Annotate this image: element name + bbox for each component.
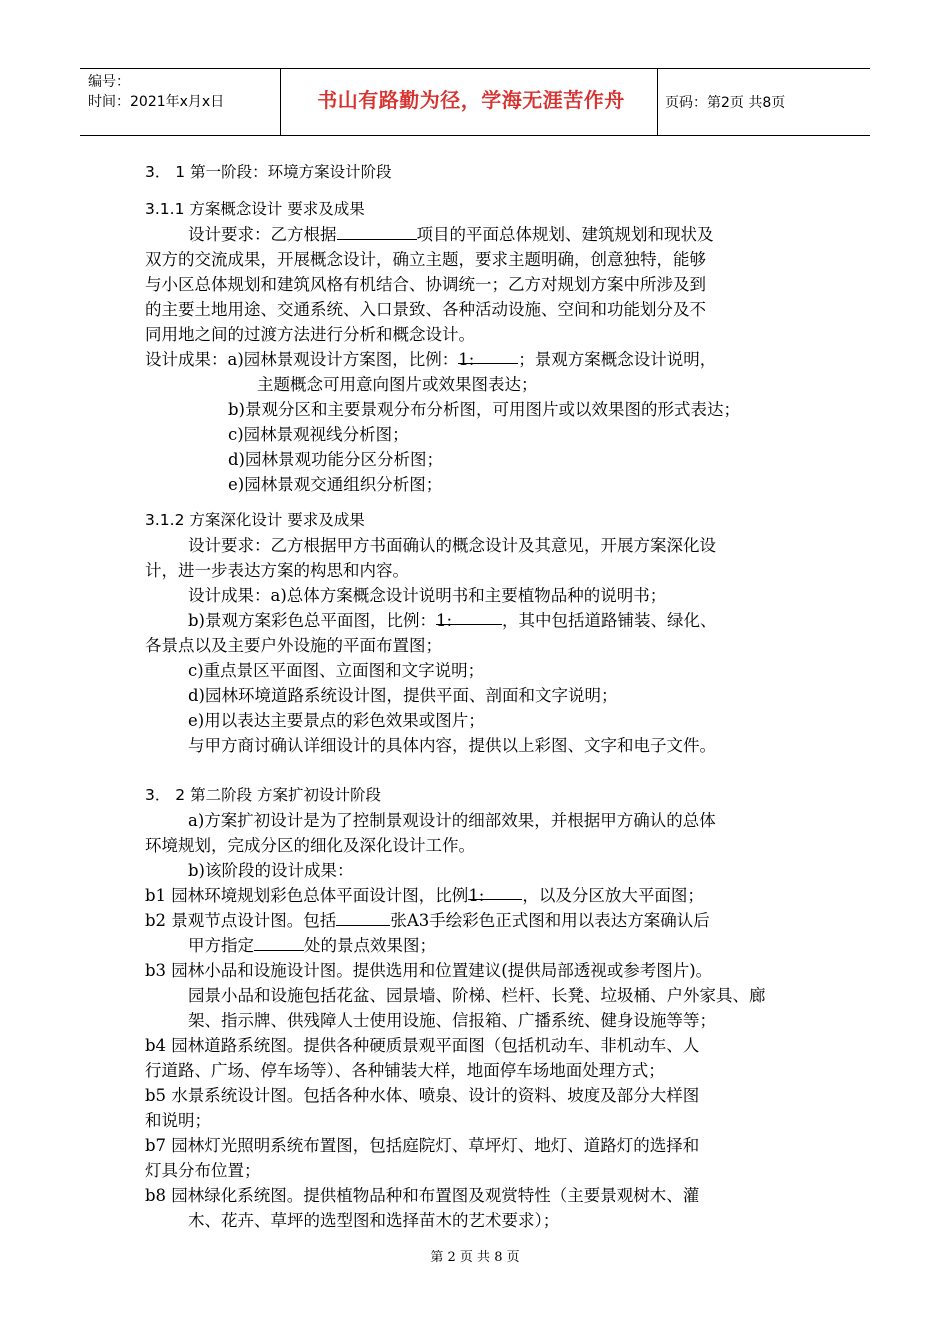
header-divider xyxy=(280,68,281,135)
ratio-blank: 1: xyxy=(468,883,522,900)
list-item-continuation: 和说明； xyxy=(145,1111,211,1130)
paragraph-line: 设计成果：a)总体方案概念设计说明书和主要植物品种的说明书； xyxy=(188,586,667,605)
paragraph-line: 同用地之间的过渡方法进行分析和概念设计。 xyxy=(145,325,475,344)
paragraph-line: 主题概念可用意向图片或效果图表达； xyxy=(257,375,538,394)
list-item: d)园林环境道路系统设计图，提供平面、剖面和文字说明； xyxy=(188,686,618,705)
paragraph-line: 的主要土地用途、交通系统、入口景致、各种活动设施、空间和功能划分及不 xyxy=(145,300,706,319)
list-item-continuation: 架、指示牌、供残障人士使用设施、信报箱、广播系统、健身设施等等； xyxy=(188,1011,716,1030)
ratio-blank: 1: xyxy=(458,347,518,364)
list-item-continuation: 灯具分布位置； xyxy=(145,1161,261,1180)
subsection-title: 3.1.1 方案概念设计 要求及成果 xyxy=(145,200,365,218)
header-motto: 书山有路勤为径，学海无涯苦作舟 xyxy=(317,88,625,112)
list-item-continuation: 园景小品和设施包括花盆、园景墙、阶梯、栏杆、长凳、垃圾桶、户外家具、廊 xyxy=(188,986,766,1005)
paragraph-line: 设计要求：乙方根据 项目的平面总体规划、建筑规划和现状及 xyxy=(188,225,714,244)
paragraph-line: b)该阶段的设计成果： xyxy=(188,861,354,880)
paragraph-line: a)方案扩初设计是为了控制景观设计的细部效果，并根据甲方确认的总体 xyxy=(188,811,716,830)
list-item: e)园林景观交通组织分析图； xyxy=(228,475,443,494)
list-item-continuation: 行道路、广场、停车场等）、各种铺装大样，地面停车场地面处理方式； xyxy=(145,1061,665,1080)
page-footer: 第 2 页 共 8 页 xyxy=(430,1250,520,1265)
paragraph-line: 与甲方商讨确认详细设计的具体内容，提供以上彩图、文字和电子文件。 xyxy=(188,736,716,755)
list-item: e)用以表达主要景点的彩色效果或图片； xyxy=(188,711,485,730)
blank-underline xyxy=(336,909,390,926)
paragraph-line: 与小区总体规划和建筑风格有机结合、协调统一；乙方对规划方案中所涉及到 xyxy=(145,275,706,294)
header-meta xyxy=(88,72,224,112)
doc-number: 编号： xyxy=(88,74,130,90)
blank-underline xyxy=(254,934,304,951)
paragraph-line: 设计要求：乙方根据甲方书面确认的概念设计及其意见，开展方案深化设 xyxy=(188,536,716,555)
list-item: b4 园林道路系统图。提供各种硬质景观平面图（包括机动车、非机动车、人 xyxy=(145,1036,700,1055)
section-title: 3． 2 第二阶段 方案扩初设计阶段 xyxy=(145,786,382,804)
list-item: b8 园林绿化系统图。提供植物品种和布置图及观赏特性（主要景观树木、灌 xyxy=(145,1186,700,1205)
list-item: c)园林景观视线分析图； xyxy=(228,425,409,444)
subsection-3-1-2 xyxy=(145,508,817,758)
section-3-2 xyxy=(145,783,817,1233)
paragraph-line: 设计成果：a)园林景观设计方案图，比例：1: ；景观方案概念设计说明， xyxy=(145,347,817,372)
paragraph-line: b)景观方案彩色总平面图，比例：1: ，其中包括道路铺装、绿化、 xyxy=(145,608,817,633)
section-title: 3． 1 第一阶段：环境方案设计阶段 xyxy=(145,163,392,181)
list-item: b5 水景系统设计图。包括各种水体、喷泉、设计的资料、坡度及部分大样图 xyxy=(145,1086,700,1105)
paragraph-line: 各景点以及主要户外设施的平面布置图； xyxy=(145,636,442,655)
doc-date: 时间：2021年x月x日 xyxy=(88,94,225,110)
blank-underline xyxy=(337,223,417,240)
ratio-blank: 1: xyxy=(436,608,502,625)
section-3-1 xyxy=(145,160,817,185)
header-page-number: 页码：第2页 共8页 xyxy=(665,95,786,111)
list-item: b2 景观节点设计图。包括 张A3手绘彩色正式图和用以表达方案确认后 xyxy=(145,911,710,930)
list-item-continuation: 甲方指定 处的景点效果图； xyxy=(188,936,436,955)
subsection-3-1-1 xyxy=(145,197,817,497)
paragraph-line: 环境规划，完成分区的细化及深化设计工作。 xyxy=(145,836,475,855)
subsection-title: 3.1.2 方案深化设计 要求及成果 xyxy=(145,511,365,529)
header-divider xyxy=(657,68,658,135)
list-item: b)景观分区和主要景观分布分析图，可用图片或以效果图的形式表达； xyxy=(228,400,740,419)
header-bottom-rule xyxy=(80,135,870,136)
list-item: c)重点景区平面图、立面图和文字说明； xyxy=(188,661,485,680)
paragraph-line: 计，进一步表达方案的构思和内容。 xyxy=(145,561,409,580)
list-item-continuation: 木、花卉、草坪的选型图和选择苗木的艺术要求）； xyxy=(188,1211,560,1230)
list-item: b7 园林灯光照明系统布置图，包括庭院灯、草坪灯、地灯、道路灯的选择和 xyxy=(145,1136,700,1155)
list-item: b1 园林环境规划彩色总体平面设计图，比例1: ，以及分区放大平面图； xyxy=(145,883,817,908)
header-top-rule xyxy=(80,68,870,69)
paragraph-line: 双方的交流成果，开展概念设计，确立主题，要求主题明确，创意独特，能够 xyxy=(145,250,706,269)
list-item: b3 园林小品和设施设计图。提供选用和位置建议(提供局部透视或参考图片)。 xyxy=(145,961,713,980)
list-item: d)园林景观功能分区分析图； xyxy=(228,450,443,469)
